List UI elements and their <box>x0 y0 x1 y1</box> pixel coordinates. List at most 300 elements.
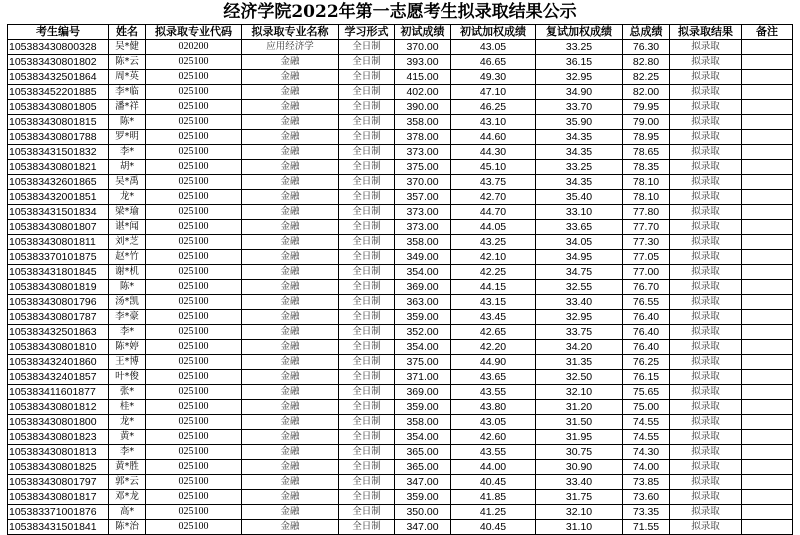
cell-admission-result: 拟录取 <box>670 220 742 235</box>
cell-remarks <box>742 415 793 430</box>
cell-name: 刘*芝 <box>109 235 146 250</box>
cell-total-score: 73.35 <box>623 505 670 520</box>
cell-retest-weighted: 33.25 <box>536 160 623 175</box>
cell-remarks <box>742 310 793 325</box>
cell-student-id: 105383430801817 <box>8 490 109 505</box>
cell-name: 李*豪 <box>109 310 146 325</box>
cell-major-name: 金融 <box>242 385 339 400</box>
cell-study-mode: 全日制 <box>339 235 395 250</box>
cell-major-code: 025100 <box>146 490 242 505</box>
cell-prelim-score: 358.00 <box>395 235 451 250</box>
cell-student-id: 105383430801811 <box>8 235 109 250</box>
cell-student-id: 105383430800328 <box>8 40 109 55</box>
cell-student-id: 105383430801796 <box>8 295 109 310</box>
header-major-code: 拟录取专业代码 <box>146 25 242 40</box>
cell-total-score: 73.85 <box>623 475 670 490</box>
cell-admission-result: 拟录取 <box>670 40 742 55</box>
cell-admission-result: 拟录取 <box>670 70 742 85</box>
cell-remarks <box>742 520 793 535</box>
cell-major-name: 金融 <box>242 175 339 190</box>
cell-total-score: 78.10 <box>623 190 670 205</box>
cell-total-score: 73.60 <box>623 490 670 505</box>
cell-prelim-weighted: 47.10 <box>451 85 536 100</box>
cell-total-score: 79.00 <box>623 115 670 130</box>
cell-prelim-weighted: 42.10 <box>451 250 536 265</box>
cell-major-code: 025100 <box>146 85 242 100</box>
cell-major-code: 025100 <box>146 385 242 400</box>
cell-study-mode: 全日制 <box>339 100 395 115</box>
cell-prelim-weighted: 42.65 <box>451 325 536 340</box>
cell-name: 王*博 <box>109 355 146 370</box>
header-student-id: 考生编号 <box>8 25 109 40</box>
cell-admission-result: 拟录取 <box>670 115 742 130</box>
cell-remarks <box>742 145 793 160</box>
cell-prelim-score: 365.00 <box>395 445 451 460</box>
cell-total-score: 76.40 <box>623 310 670 325</box>
cell-study-mode: 全日制 <box>339 145 395 160</box>
cell-major-code: 025100 <box>146 205 242 220</box>
cell-student-id: 105383430801821 <box>8 160 109 175</box>
cell-name: 李*临 <box>109 85 146 100</box>
cell-student-id: 105383430801813 <box>8 445 109 460</box>
cell-student-id: 105383430801807 <box>8 220 109 235</box>
cell-retest-weighted: 34.90 <box>536 85 623 100</box>
cell-name: 黄*胜 <box>109 460 146 475</box>
cell-major-name: 金融 <box>242 505 339 520</box>
cell-total-score: 75.65 <box>623 385 670 400</box>
cell-prelim-score: 347.00 <box>395 520 451 535</box>
cell-admission-result: 拟录取 <box>670 415 742 430</box>
cell-total-score: 76.40 <box>623 340 670 355</box>
cell-retest-weighted: 35.90 <box>536 115 623 130</box>
cell-student-id: 105383431501834 <box>8 205 109 220</box>
table-row <box>8 85 793 100</box>
cell-major-name: 金融 <box>242 100 339 115</box>
cell-student-id: 105383430801825 <box>8 460 109 475</box>
table-row <box>8 505 793 520</box>
cell-total-score: 74.00 <box>623 460 670 475</box>
table-row <box>8 40 793 55</box>
cell-name: 赵*竹 <box>109 250 146 265</box>
cell-name: 陈* <box>109 115 146 130</box>
cell-student-id: 105383432601865 <box>8 175 109 190</box>
cell-study-mode: 全日制 <box>339 415 395 430</box>
cell-retest-weighted: 32.55 <box>536 280 623 295</box>
cell-major-name: 金融 <box>242 355 339 370</box>
cell-prelim-weighted: 44.05 <box>451 220 536 235</box>
cell-remarks <box>742 295 793 310</box>
cell-study-mode: 全日制 <box>339 430 395 445</box>
cell-study-mode: 全日制 <box>339 190 395 205</box>
cell-admission-result: 拟录取 <box>670 400 742 415</box>
cell-admission-result: 拟录取 <box>670 505 742 520</box>
cell-retest-weighted: 32.10 <box>536 385 623 400</box>
cell-total-score: 76.70 <box>623 280 670 295</box>
cell-name: 谌*闻 <box>109 220 146 235</box>
cell-prelim-score: 375.00 <box>395 160 451 175</box>
cell-name: 龙* <box>109 190 146 205</box>
cell-major-name: 金融 <box>242 145 339 160</box>
cell-major-name: 金融 <box>242 415 339 430</box>
cell-prelim-weighted: 41.85 <box>451 490 536 505</box>
cell-major-code: 025100 <box>146 400 242 415</box>
cell-remarks <box>742 115 793 130</box>
cell-name: 陈*婷 <box>109 340 146 355</box>
cell-prelim-score: 359.00 <box>395 310 451 325</box>
cell-student-id: 105383370101875 <box>8 250 109 265</box>
cell-admission-result: 拟录取 <box>670 145 742 160</box>
cell-major-code: 025100 <box>146 115 242 130</box>
table-row <box>8 115 793 130</box>
cell-major-name: 金融 <box>242 70 339 85</box>
header-study-mode: 学习形式 <box>339 25 395 40</box>
cell-total-score: 77.05 <box>623 250 670 265</box>
cell-remarks <box>742 490 793 505</box>
cell-name: 桂* <box>109 400 146 415</box>
cell-major-code: 025100 <box>146 235 242 250</box>
cell-total-score: 77.00 <box>623 265 670 280</box>
cell-prelim-weighted: 43.55 <box>451 445 536 460</box>
table-row <box>8 460 793 475</box>
cell-major-code: 025100 <box>146 70 242 85</box>
table-row <box>8 55 793 70</box>
cell-retest-weighted: 33.75 <box>536 325 623 340</box>
cell-name: 李* <box>109 145 146 160</box>
cell-study-mode: 全日制 <box>339 490 395 505</box>
cell-total-score: 78.35 <box>623 160 670 175</box>
cell-remarks <box>742 280 793 295</box>
cell-major-code: 025100 <box>146 415 242 430</box>
cell-admission-result: 拟录取 <box>670 265 742 280</box>
cell-retest-weighted: 32.95 <box>536 70 623 85</box>
cell-prelim-score: 354.00 <box>395 430 451 445</box>
table-row <box>8 325 793 340</box>
table-row <box>8 385 793 400</box>
cell-student-id: 105383452201885 <box>8 85 109 100</box>
cell-name: 罗*明 <box>109 130 146 145</box>
cell-major-name: 金融 <box>242 220 339 235</box>
cell-total-score: 77.80 <box>623 205 670 220</box>
cell-prelim-score: 357.00 <box>395 190 451 205</box>
cell-major-name: 金融 <box>242 520 339 535</box>
cell-prelim-score: 349.00 <box>395 250 451 265</box>
cell-prelim-score: 371.00 <box>395 370 451 385</box>
cell-study-mode: 全日制 <box>339 160 395 175</box>
cell-retest-weighted: 33.70 <box>536 100 623 115</box>
cell-study-mode: 全日制 <box>339 280 395 295</box>
admission-results-table <box>7 24 793 535</box>
cell-prelim-score: 378.00 <box>395 130 451 145</box>
cell-study-mode: 全日制 <box>339 340 395 355</box>
cell-major-code: 025100 <box>146 130 242 145</box>
cell-major-name: 金融 <box>242 190 339 205</box>
cell-prelim-score: 373.00 <box>395 145 451 160</box>
cell-study-mode: 全日制 <box>339 115 395 130</box>
cell-total-score: 76.15 <box>623 370 670 385</box>
table-row <box>8 430 793 445</box>
cell-student-id: 105383432401860 <box>8 355 109 370</box>
cell-name: 梁*瑜 <box>109 205 146 220</box>
cell-prelim-weighted: 43.25 <box>451 235 536 250</box>
cell-student-id: 105383430801788 <box>8 130 109 145</box>
table-row <box>8 445 793 460</box>
cell-retest-weighted: 32.95 <box>536 310 623 325</box>
cell-major-name: 金融 <box>242 400 339 415</box>
cell-prelim-weighted: 43.05 <box>451 40 536 55</box>
cell-study-mode: 全日制 <box>339 520 395 535</box>
cell-total-score: 71.55 <box>623 520 670 535</box>
header-admission-result: 拟录取结果 <box>670 25 742 40</box>
cell-admission-result: 拟录取 <box>670 250 742 265</box>
cell-name: 胡* <box>109 160 146 175</box>
cell-name: 李* <box>109 325 146 340</box>
cell-retest-weighted: 31.20 <box>536 400 623 415</box>
cell-prelim-weighted: 49.30 <box>451 70 536 85</box>
cell-student-id: 105383432401857 <box>8 370 109 385</box>
table-row <box>8 415 793 430</box>
cell-prelim-weighted: 44.00 <box>451 460 536 475</box>
cell-prelim-weighted: 41.25 <box>451 505 536 520</box>
cell-major-code: 025100 <box>146 520 242 535</box>
cell-student-id: 105383431801845 <box>8 265 109 280</box>
cell-major-name: 金融 <box>242 445 339 460</box>
cell-student-id: 105383432001851 <box>8 190 109 205</box>
cell-prelim-weighted: 42.25 <box>451 265 536 280</box>
cell-remarks <box>742 430 793 445</box>
cell-admission-result: 拟录取 <box>670 430 742 445</box>
table-row <box>8 220 793 235</box>
page-title: 经济学院2022年第一志愿考生拟录取结果公示 <box>223 2 577 22</box>
cell-total-score: 77.70 <box>623 220 670 235</box>
cell-prelim-weighted: 46.25 <box>451 100 536 115</box>
cell-major-code: 025100 <box>146 55 242 70</box>
cell-major-name: 金融 <box>242 160 339 175</box>
cell-remarks <box>742 205 793 220</box>
table-row <box>8 250 793 265</box>
cell-remarks <box>742 190 793 205</box>
cell-name: 汤*凯 <box>109 295 146 310</box>
table-row <box>8 355 793 370</box>
cell-major-name: 金融 <box>242 55 339 70</box>
cell-student-id: 105383430801810 <box>8 340 109 355</box>
cell-admission-result: 拟录取 <box>670 520 742 535</box>
table-row <box>8 160 793 175</box>
cell-admission-result: 拟录取 <box>670 190 742 205</box>
cell-major-name: 金融 <box>242 115 339 130</box>
cell-study-mode: 全日制 <box>339 70 395 85</box>
cell-prelim-weighted: 40.45 <box>451 520 536 535</box>
cell-prelim-weighted: 44.70 <box>451 205 536 220</box>
cell-student-id: 105383430801815 <box>8 115 109 130</box>
cell-study-mode: 全日制 <box>339 505 395 520</box>
cell-admission-result: 拟录取 <box>670 385 742 400</box>
cell-prelim-weighted: 42.70 <box>451 190 536 205</box>
table-row <box>8 175 793 190</box>
cell-remarks <box>742 505 793 520</box>
cell-study-mode: 全日制 <box>339 55 395 70</box>
header-retest-weighted: 复试加权成绩 <box>536 25 623 40</box>
cell-study-mode: 全日制 <box>339 205 395 220</box>
cell-retest-weighted: 31.75 <box>536 490 623 505</box>
cell-prelim-weighted: 40.45 <box>451 475 536 490</box>
cell-major-name: 金融 <box>242 310 339 325</box>
cell-name: 张* <box>109 385 146 400</box>
cell-admission-result: 拟录取 <box>670 205 742 220</box>
cell-retest-weighted: 34.20 <box>536 340 623 355</box>
cell-major-name: 金融 <box>242 265 339 280</box>
cell-major-name: 金融 <box>242 295 339 310</box>
cell-major-code: 025100 <box>146 145 242 160</box>
cell-name: 李* <box>109 445 146 460</box>
cell-student-id: 105383371001876 <box>8 505 109 520</box>
cell-retest-weighted: 34.75 <box>536 265 623 280</box>
table-row <box>8 280 793 295</box>
header-remarks: 备注 <box>742 25 793 40</box>
cell-study-mode: 全日制 <box>339 445 395 460</box>
cell-prelim-score: 370.00 <box>395 175 451 190</box>
cell-prelim-weighted: 43.15 <box>451 295 536 310</box>
cell-name: 周*英 <box>109 70 146 85</box>
cell-prelim-score: 363.00 <box>395 295 451 310</box>
cell-retest-weighted: 32.50 <box>536 370 623 385</box>
cell-prelim-weighted: 44.30 <box>451 145 536 160</box>
cell-study-mode: 全日制 <box>339 310 395 325</box>
cell-major-name: 金融 <box>242 280 339 295</box>
table-row <box>8 310 793 325</box>
cell-major-code: 025100 <box>146 295 242 310</box>
table-body <box>8 40 793 535</box>
table-row <box>8 370 793 385</box>
cell-remarks <box>742 100 793 115</box>
cell-study-mode: 全日制 <box>339 130 395 145</box>
cell-total-score: 82.25 <box>623 70 670 85</box>
cell-prelim-score: 365.00 <box>395 460 451 475</box>
cell-admission-result: 拟录取 <box>670 55 742 70</box>
cell-remarks <box>742 475 793 490</box>
cell-total-score: 76.25 <box>623 355 670 370</box>
cell-admission-result: 拟录取 <box>670 235 742 250</box>
cell-major-code: 025100 <box>146 445 242 460</box>
cell-prelim-weighted: 44.60 <box>451 130 536 145</box>
cell-study-mode: 全日制 <box>339 40 395 55</box>
cell-student-id: 105383430801819 <box>8 280 109 295</box>
cell-remarks <box>742 355 793 370</box>
header-row <box>8 25 793 40</box>
cell-total-score: 77.30 <box>623 235 670 250</box>
cell-prelim-score: 354.00 <box>395 340 451 355</box>
cell-name: 潘*祥 <box>109 100 146 115</box>
cell-major-name: 金融 <box>242 205 339 220</box>
cell-major-code: 025100 <box>146 460 242 475</box>
cell-major-code: 025100 <box>146 280 242 295</box>
cell-study-mode: 全日制 <box>339 265 395 280</box>
cell-major-code: 025100 <box>146 265 242 280</box>
cell-major-code: 025100 <box>146 310 242 325</box>
cell-total-score: 82.80 <box>623 55 670 70</box>
cell-prelim-weighted: 43.05 <box>451 415 536 430</box>
cell-admission-result: 拟录取 <box>670 175 742 190</box>
cell-retest-weighted: 33.40 <box>536 295 623 310</box>
cell-total-score: 74.55 <box>623 430 670 445</box>
cell-prelim-score: 359.00 <box>395 400 451 415</box>
cell-major-name: 金融 <box>242 325 339 340</box>
cell-retest-weighted: 33.25 <box>536 40 623 55</box>
cell-retest-weighted: 33.40 <box>536 475 623 490</box>
cell-admission-result: 拟录取 <box>670 130 742 145</box>
cell-admission-result: 拟录取 <box>670 325 742 340</box>
cell-prelim-weighted: 43.75 <box>451 175 536 190</box>
cell-retest-weighted: 34.35 <box>536 130 623 145</box>
cell-major-name: 金融 <box>242 340 339 355</box>
cell-study-mode: 全日制 <box>339 325 395 340</box>
cell-name: 邓*龙 <box>109 490 146 505</box>
cell-remarks <box>742 460 793 475</box>
cell-retest-weighted: 34.35 <box>536 175 623 190</box>
cell-total-score: 82.00 <box>623 85 670 100</box>
cell-major-code: 025100 <box>146 430 242 445</box>
cell-student-id: 105383430801802 <box>8 55 109 70</box>
cell-total-score: 78.95 <box>623 130 670 145</box>
cell-name: 谢*机 <box>109 265 146 280</box>
cell-name: 陈*云 <box>109 55 146 70</box>
cell-retest-weighted: 34.95 <box>536 250 623 265</box>
table-row <box>8 100 793 115</box>
cell-prelim-score: 358.00 <box>395 415 451 430</box>
cell-prelim-score: 358.00 <box>395 115 451 130</box>
cell-study-mode: 全日制 <box>339 250 395 265</box>
cell-prelim-score: 350.00 <box>395 505 451 520</box>
cell-admission-result: 拟录取 <box>670 85 742 100</box>
cell-total-score: 76.30 <box>623 40 670 55</box>
cell-prelim-score: 352.00 <box>395 325 451 340</box>
cell-student-id: 105383430801823 <box>8 430 109 445</box>
cell-name: 叶*俊 <box>109 370 146 385</box>
table-row <box>8 295 793 310</box>
cell-prelim-weighted: 44.15 <box>451 280 536 295</box>
cell-major-name: 金融 <box>242 370 339 385</box>
cell-remarks <box>742 55 793 70</box>
cell-student-id: 105383430801812 <box>8 400 109 415</box>
cell-prelim-score: 373.00 <box>395 205 451 220</box>
cell-retest-weighted: 33.10 <box>536 205 623 220</box>
cell-admission-result: 拟录取 <box>670 295 742 310</box>
cell-remarks <box>742 175 793 190</box>
cell-admission-result: 拟录取 <box>670 475 742 490</box>
cell-prelim-weighted: 43.65 <box>451 370 536 385</box>
cell-admission-result: 拟录取 <box>670 310 742 325</box>
cell-student-id: 105383432501864 <box>8 70 109 85</box>
cell-student-id: 105383431501832 <box>8 145 109 160</box>
cell-major-name: 应用经济学 <box>242 40 339 55</box>
header-name: 姓名 <box>109 25 146 40</box>
cell-admission-result: 拟录取 <box>670 355 742 370</box>
cell-remarks <box>742 130 793 145</box>
cell-remarks <box>742 85 793 100</box>
cell-prelim-weighted: 43.80 <box>451 400 536 415</box>
cell-major-code: 025100 <box>146 505 242 520</box>
cell-retest-weighted: 31.10 <box>536 520 623 535</box>
cell-major-code: 025100 <box>146 250 242 265</box>
cell-major-name: 金融 <box>242 460 339 475</box>
cell-major-code: 025100 <box>146 175 242 190</box>
cell-total-score: 76.55 <box>623 295 670 310</box>
table-row <box>8 190 793 205</box>
table-row <box>8 70 793 85</box>
cell-study-mode: 全日制 <box>339 385 395 400</box>
cell-major-code: 025100 <box>146 190 242 205</box>
header-prelim-weighted: 初试加权成绩 <box>451 25 536 40</box>
cell-remarks <box>742 400 793 415</box>
